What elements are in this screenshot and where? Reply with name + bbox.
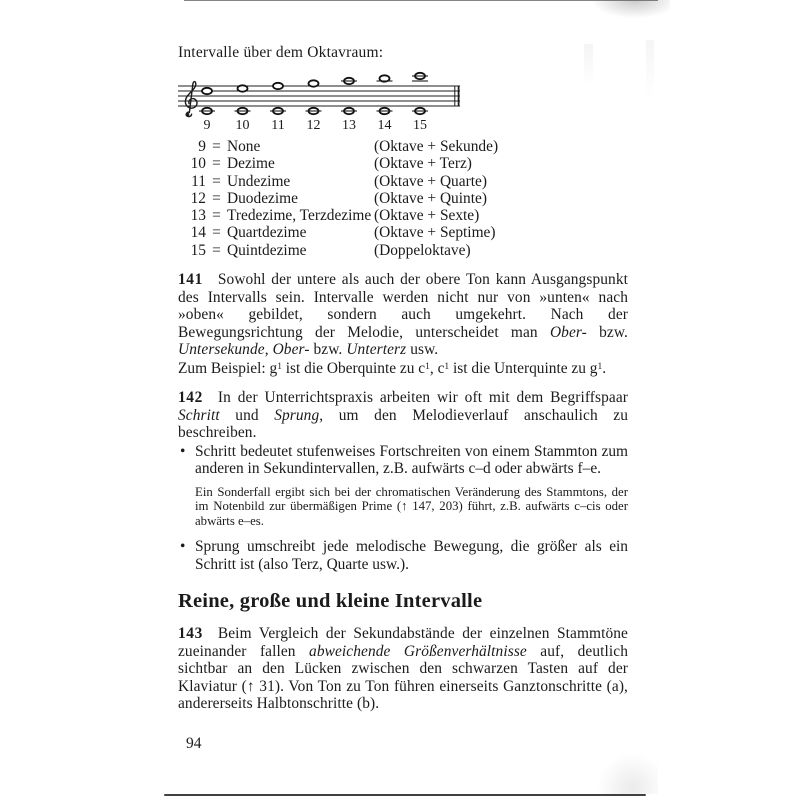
interval-name: Quartdezime (227, 224, 307, 242)
staff-number-label: 12 (306, 118, 321, 133)
staff-number-label: 14 (377, 118, 392, 133)
staff-number-label: 9 (203, 118, 211, 133)
interval-name: Dezime (227, 155, 275, 173)
interval-number: 13 (190, 207, 206, 225)
interval-name: Quintdezime (227, 241, 307, 259)
whole-note-pair-12 (306, 80, 322, 133)
section-heading: Reine, große und kleine Intervalle (178, 590, 483, 613)
figure-caption: Intervalle über dem Oktavraum: (178, 44, 384, 61)
bullet-icon: • (180, 442, 186, 460)
equals-sign: = (212, 241, 221, 259)
scan-artifact-top-line (184, 0, 658, 1)
interval-number: 15 (190, 241, 206, 259)
paragraph-141-example: Zum Beispiel: $g^1$ ist die Oberquinte zu $c^1$, $c^1$ ist die Unterquinte zu $g^1$. (178, 359, 607, 377)
paragraph-141 (178, 271, 628, 359)
whole-note-pair-11 (270, 83, 286, 133)
interval-number: 10 (190, 155, 206, 173)
scan-artifact-top-blur (592, 0, 670, 18)
interval-number: 14 (190, 224, 206, 242)
staff-notation (178, 71, 628, 135)
staff-number-label: 10 (235, 118, 250, 133)
scan-artifact-bottom-line (164, 794, 646, 796)
whole-note-pair-9 (199, 88, 215, 133)
scan-artifact-streak (646, 40, 654, 98)
interval-row (178, 224, 628, 241)
interval-name: None (227, 138, 261, 155)
bullet-text: Sprung umschreibt jede melodische Bewegung, die größer als ein Schritt ist (also Terz, Quarte usw.). (195, 538, 628, 573)
paragraph-number: 141 (178, 271, 203, 289)
interval-row (178, 138, 628, 155)
page-content (178, 44, 628, 713)
paragraph-number: 142 (178, 389, 203, 407)
paragraph-142 (178, 389, 628, 442)
interval-desc: (Doppeloktave) (374, 241, 471, 259)
bullet-item-sprung (178, 538, 628, 573)
equals-sign: = (212, 155, 221, 173)
interval-desc: (Oktave + Terz) (374, 155, 472, 173)
equals-sign: = (212, 207, 221, 225)
equals-sign: = (212, 138, 221, 155)
interval-desc: (Oktave + Quinte) (374, 189, 487, 207)
scan-artifact-smudge (594, 750, 658, 794)
small-print-note: Ein Sonderfall ergibt sich bei der chromatischen Veränderung des Stammtons, der im Notenbild zur übermäßigen Prime (↑ 147, 203) führt, z.B. aufwärts c–cis oder abwärts e–es. (195, 484, 628, 529)
interval-desc: (Oktave + Septime) (374, 224, 496, 242)
interval-number: 11 (191, 172, 206, 190)
equals-sign: = (212, 224, 221, 242)
interval-number: 12 (190, 189, 206, 207)
bullet-text: Schritt bedeutet stufenweises Fortschreiten von einem Stammton zum anderen in Sekundintervallen, z.B. aufwärts c–d oder abwärts f–e. (195, 442, 628, 478)
paragraph-number: 143 (178, 625, 203, 643)
treble-clef-icon (185, 82, 197, 117)
equals-sign: = (212, 172, 221, 190)
interval-row (178, 242, 628, 259)
interval-desc: (Oktave + Quarte) (374, 172, 487, 190)
equals-sign: = (212, 189, 221, 207)
interval-name: Tredezime, Terzdezime (227, 207, 372, 225)
interval-name: Undezime (227, 172, 291, 190)
interval-row (178, 155, 628, 172)
whole-note-pair-10 (235, 85, 251, 133)
interval-desc: (Oktave + Sexte) (374, 207, 480, 225)
interval-desc: (Oktave + Sekunde) (374, 138, 499, 155)
interval-list (178, 138, 628, 259)
interval-row (178, 207, 628, 224)
paragraph-text: Beim Vergleich der Sekundabstände der einzelnen Stammtöne zueinander fallen abweichende Größenverhältnisse auf, deutlich sichtbar an den Lücken zwischen den schwarzen Tasten auf der Klaviatur (↑ 31). Von Ton zu Ton führen einerseits Ganztonschritte (a), andererseits Halbtonschritte (b). (178, 625, 629, 713)
staff-number-label: 11 (271, 118, 285, 133)
whole-note-pair-15 (412, 73, 428, 133)
staff-number-label: 15 (413, 118, 427, 133)
page-number: 94 (186, 735, 202, 752)
bullet-item-schritt (178, 443, 628, 478)
interval-name: Duodezime (227, 189, 298, 207)
bullet-icon: • (180, 538, 186, 556)
paragraph-143 (178, 625, 628, 713)
interval-number: 9 (198, 138, 206, 155)
interval-row (178, 190, 628, 207)
interval-row (178, 173, 628, 190)
paragraph-text: In der Unterrichtspraxis arbeiten wir oft mit dem Begriffspaar Schritt und Sprung, um den Melodieverlauf anschaulich zu beschreiben. (178, 389, 628, 442)
staff-number-label: 13 (342, 118, 356, 133)
paragraph-text: Sowohl der untere als auch der obere Ton kann Ausgangspunkt des Intervalls sein. Intervalle werden nicht nur von »unten« nach »oben« gebildet, sondern auch umgekehrt. Nach der Bewegungsrichtung der Melodie, unterscheidet man Ober- bzw. Untersekunde, Ober- bzw. Unterterz usw. (178, 271, 628, 359)
whole-note-pair-14 (377, 75, 393, 133)
